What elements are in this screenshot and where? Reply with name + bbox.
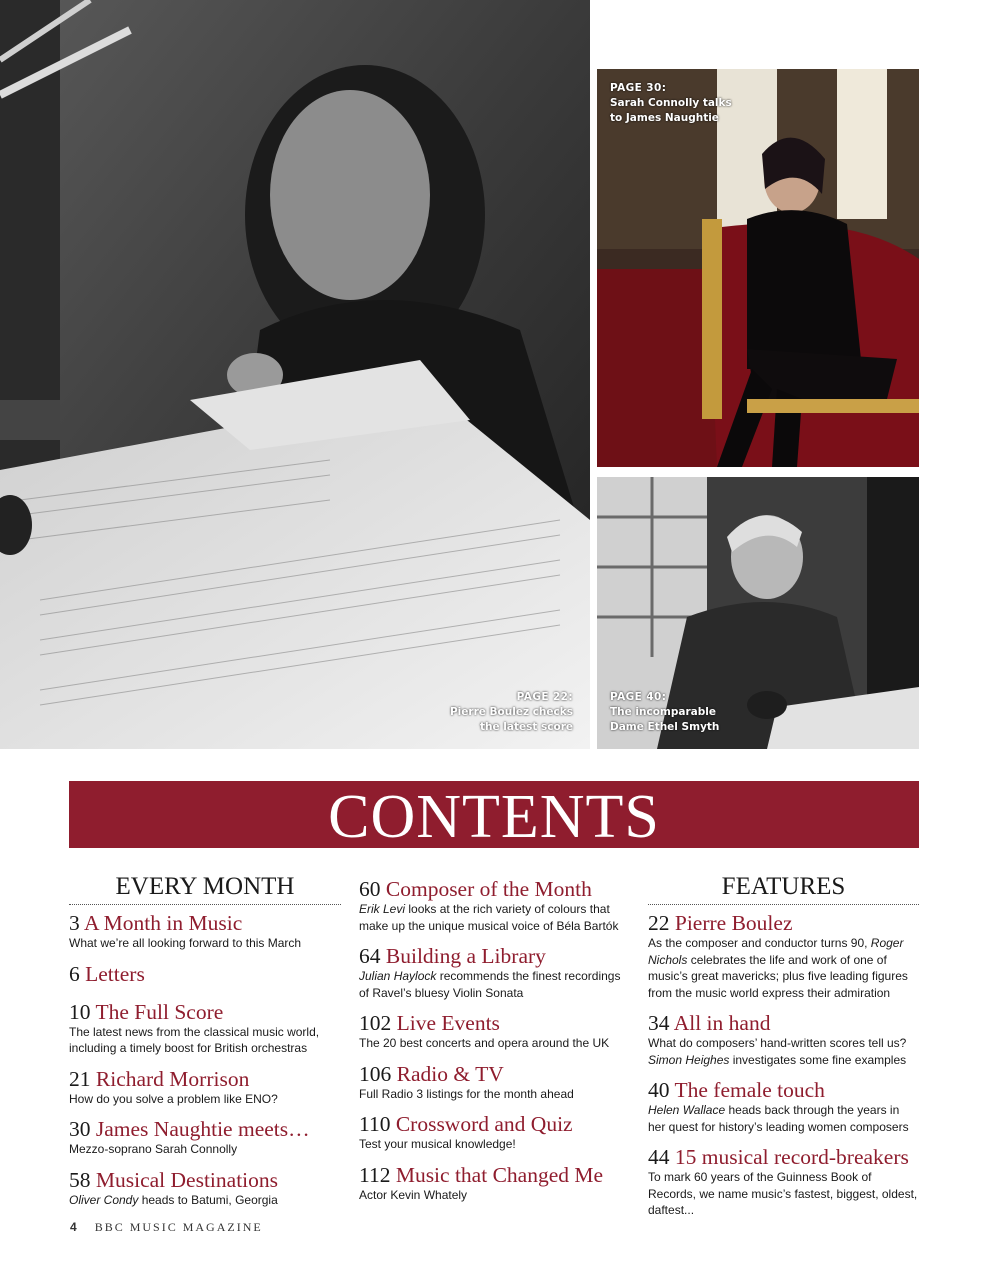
- entry-title[interactable]: Music that Changed Me: [395, 1162, 604, 1187]
- entry-description: Mezzo-soprano Sarah Connolly: [69, 1142, 238, 1156]
- contents-entry[interactable]: [648, 1145, 919, 1219]
- entry-page-number: 40: [648, 1078, 670, 1102]
- contents-entry[interactable]: [359, 944, 631, 1001]
- entry-title[interactable]: Live Events: [396, 1011, 500, 1035]
- contents-entry[interactable]: [69, 1168, 341, 1209]
- entry-title[interactable]: The Full Score: [95, 999, 224, 1024]
- contents-entry[interactable]: [359, 1163, 631, 1204]
- entry-title[interactable]: 15 musical record-breakers: [674, 1145, 909, 1169]
- entry-title[interactable]: A Month in Music: [83, 911, 243, 935]
- entry-title[interactable]: Composer of the Month: [385, 877, 592, 901]
- entry-description: What we’re all looking forward to this March: [69, 936, 302, 950]
- contents-entry[interactable]: [648, 911, 919, 1001]
- caption-connolly: [610, 81, 732, 126]
- magazine-name: BBC MUSIC MAGAZINE: [94, 1220, 263, 1234]
- entry-title[interactable]: Building a Library: [385, 944, 546, 968]
- entry-description-text: What do composers’ hand-written scores tell us?: [648, 1036, 907, 1050]
- column-features: [648, 872, 919, 1229]
- caption-line: Dame Ethel Smyth: [610, 721, 720, 733]
- column-middle: [359, 872, 631, 1213]
- caption-page-label: PAGE 22:: [516, 691, 573, 703]
- entry-author: Julian Haylock: [359, 969, 437, 983]
- photo-sarah-connolly: [597, 69, 919, 467]
- caption-line: Pierre Boulez checks: [449, 706, 573, 718]
- entry-title[interactable]: Musical Destinations: [95, 1167, 279, 1192]
- caption-page-label: PAGE 30:: [610, 82, 667, 94]
- entry-description: How do you solve a problem like ENO?: [69, 1091, 278, 1106]
- entry-author: Oliver Condy: [69, 1192, 139, 1207]
- contents-entry[interactable]: [359, 1011, 631, 1052]
- entry-description-text: looks at the rich variety of colours that make up the unique musical voice of Béla Bartók: [359, 902, 619, 933]
- entry-description-text: recommends the finest recordings of Ravel’s bluesy Violin Sonata: [359, 969, 621, 1000]
- entry-page-number: 21: [69, 1066, 91, 1091]
- entry-title[interactable]: Letters: [85, 961, 145, 986]
- entry-page-number: 34: [648, 1011, 670, 1035]
- entry-description: [648, 1035, 919, 1068]
- contents-entry[interactable]: [69, 911, 341, 952]
- entry-description: [648, 935, 919, 1001]
- entry-title[interactable]: The female touch: [674, 1078, 825, 1102]
- entry-title[interactable]: Crossword and Quiz: [395, 1112, 573, 1136]
- entry-author: Roger Nichols: [648, 936, 904, 967]
- entry-description: [359, 901, 631, 934]
- entry-page-number: 6: [69, 961, 80, 986]
- entry-description: To mark 60 years of the Guinness Book of Records, we name music’s fastest, biggest, oldest, daftest...: [648, 1170, 918, 1217]
- entry-description-text: heads back through the years in her quest for history’s leading women composers: [648, 1103, 909, 1134]
- contents-title: CONTENTS: [328, 782, 660, 851]
- entry-description-text: celebrates the life and work of one of music’s great mavericks; plus five leading figures from the music world express their admiration: [648, 952, 908, 1000]
- section-heading-every-month: EVERY MONTH: [69, 872, 341, 905]
- contents-entry[interactable]: [648, 1078, 919, 1135]
- caption-line: to James Naughtie: [610, 112, 719, 124]
- contents-banner: [69, 781, 919, 851]
- entry-page-number: 60: [359, 877, 381, 901]
- entry-page-number: 112: [359, 1162, 391, 1187]
- entry-author: Simon Heighes: [648, 1052, 730, 1067]
- entry-page-number: 102: [359, 1011, 392, 1035]
- entry-page-number: 3: [69, 911, 80, 935]
- entry-description: [359, 968, 631, 1001]
- entry-description: The latest news from the classical music world, including a timely boost for British orchestras: [69, 1024, 320, 1055]
- caption-smyth: [610, 690, 719, 735]
- entry-description: The 20 best concerts and opera around the UK: [359, 1036, 610, 1050]
- entry-description-text: heads to Batumi, Georgia: [138, 1192, 278, 1207]
- contents-entry[interactable]: [359, 1112, 631, 1153]
- page-number: 4: [70, 1220, 77, 1234]
- entry-page-number: 64: [359, 944, 381, 968]
- entry-description: [69, 1192, 341, 1209]
- caption-line: Sarah Connolly talks: [610, 97, 732, 109]
- entry-description: Full Radio 3 listings for the month ahead: [359, 1086, 574, 1101]
- column-every-month: [69, 872, 341, 1218]
- entry-author: Helen Wallace: [648, 1103, 726, 1117]
- entry-description: Test your musical knowledge!: [359, 1137, 516, 1151]
- contents-entry[interactable]: [359, 877, 631, 934]
- entry-author: Erik Levi: [359, 902, 406, 916]
- entry-description: [648, 1102, 919, 1135]
- entry-description-text: As the composer and conductor turns 90,: [648, 936, 871, 950]
- entry-title[interactable]: James Naughtie meets…: [95, 1117, 310, 1141]
- caption-line: The incomparable: [610, 706, 716, 718]
- caption-page-label: PAGE 40:: [610, 691, 667, 703]
- caption-boulez: [450, 690, 573, 735]
- entry-page-number: 30: [69, 1117, 91, 1141]
- entry-page-number: 58: [69, 1167, 91, 1192]
- contents-entry[interactable]: [648, 1011, 919, 1068]
- section-heading-features: FEATURES: [648, 872, 919, 905]
- contents-entry[interactable]: [359, 1062, 631, 1103]
- caption-line: the latest score: [479, 721, 573, 733]
- entry-page-number: 110: [359, 1112, 391, 1136]
- entry-title[interactable]: Richard Morrison: [95, 1066, 250, 1091]
- entry-page-number: 10: [69, 999, 91, 1024]
- contents-entry[interactable]: [69, 1067, 341, 1108]
- entry-title[interactable]: All in hand: [673, 1011, 771, 1035]
- entry-title[interactable]: Pierre Boulez: [674, 911, 793, 935]
- contents-entry[interactable]: [69, 962, 341, 986]
- entry-page-number: 44: [648, 1145, 670, 1169]
- entry-description-text: investigates some fine examples: [729, 1052, 907, 1067]
- entry-title[interactable]: Radio & TV: [396, 1061, 504, 1086]
- contents-entry[interactable]: [69, 1117, 341, 1158]
- photo-pierre-boulez: [0, 0, 590, 749]
- entry-page-number: 22: [648, 911, 670, 935]
- page-footer: [70, 1220, 263, 1235]
- entry-page-number: 106: [359, 1061, 392, 1086]
- contents-entry[interactable]: [69, 1000, 341, 1057]
- entry-description: Actor Kevin Whately: [359, 1187, 468, 1202]
